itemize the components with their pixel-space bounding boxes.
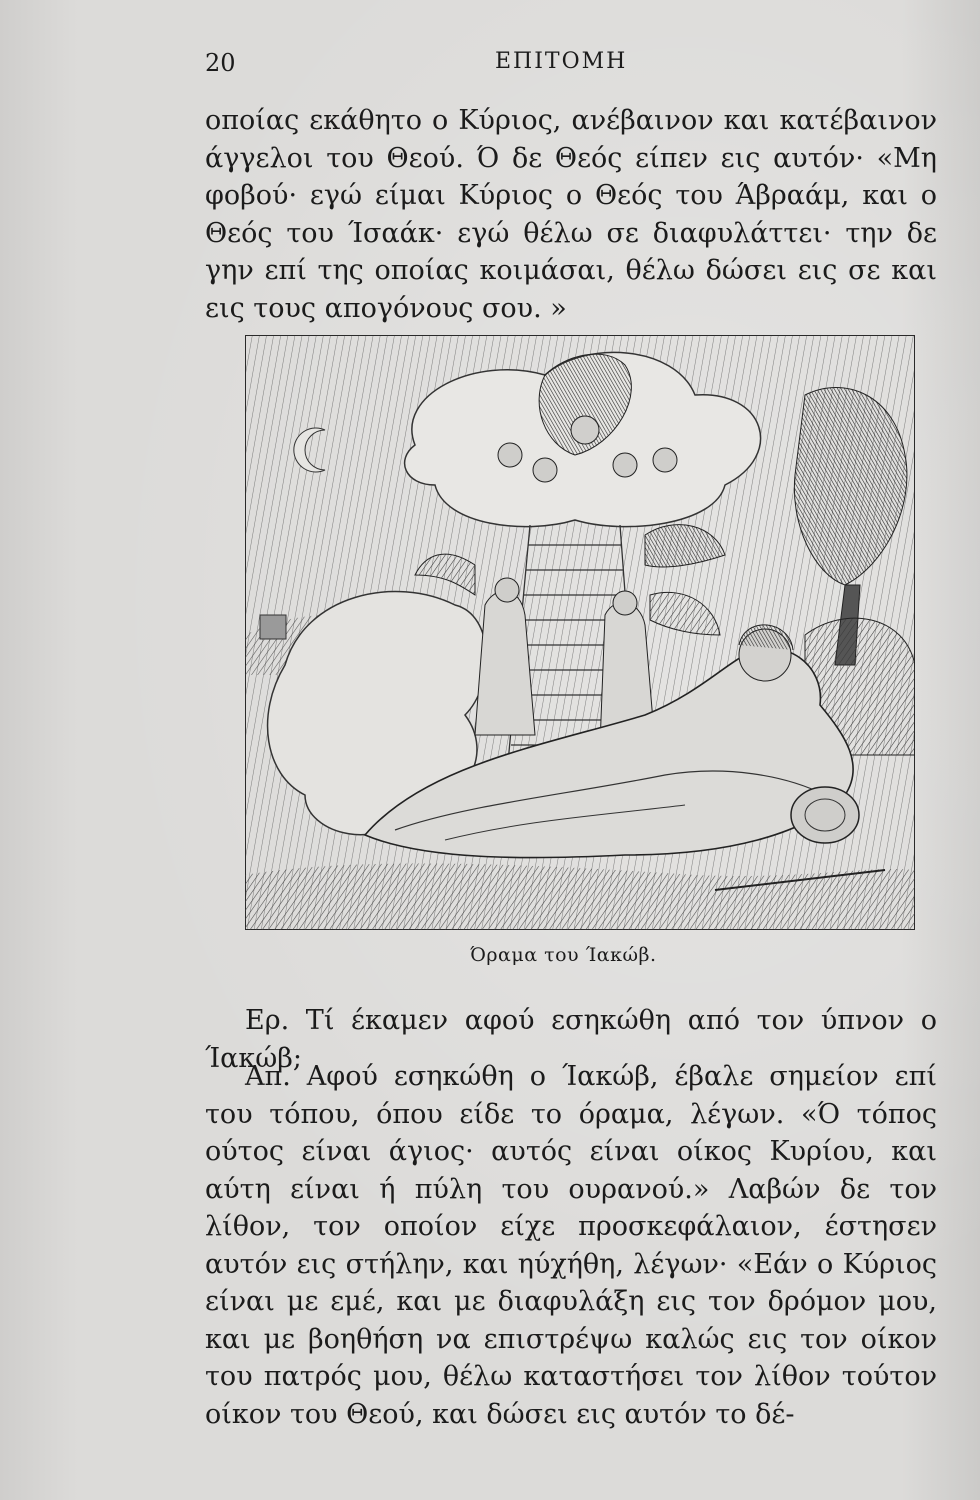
- woodcut-illustration: [245, 335, 915, 930]
- top-paragraph: οποίας εκάθητο ο Κύριος, ανέβαινον και κατέβαινον άγγελοι του Θεού. Ό δε Θεός είπεν εις αυτόν· «Μη φοβού· εγώ είμαι Κύριος ο Θεός του Άβραάμ, και ο Θεός του Ίσαάκ· εγώ θέλω σε διαφυλάττει· την δε γην επί της οποίας κοιμάσαι, θέλω δώσει εις σε και εις τους απογόνους σου. »: [205, 105, 937, 324]
- page-number: 20: [205, 49, 236, 77]
- running-head: ΕΠΙΤΟΜΗ: [495, 49, 628, 74]
- illustration-caption: Όραμα του Ίακώβ.: [470, 944, 657, 966]
- top-paragraph-block: [205, 102, 937, 327]
- question-text: Ερ. Τί έκαμεν αφού εσηκώθη από τον ύπνον ο Ίακώβ;: [205, 1005, 937, 1074]
- illustration-drawing: [245, 335, 915, 930]
- answer-text: Απ. Αφού εσηκώθη ο Ίακώβ, έβαλε σημείον επί του τόπου, όπου είδε το όραμα, λέγων. «Ό τόπος ούτος είναι άγιος· αυτός είναι οίκος Κυρίου, και αύτη είναι ή πύλη του ουρανού.» Λαβών δε τον λίθον, τον οποίον είχε προσκεφάλαιον, έστησεν αυτόν εις στήλην, και ηύχήθη, λέγων· «Εάν ο Κύριος είναι με εμέ, και με διαφυλάξη εις τον δρόμον μου, και με βοηθήση να επιστρέψω καλώς εις τον οίκον του πατρός μου, θέλω καταστήσει τον λίθον τούτον οίκον του Θεού, και δώσει εις αυτόν το δέ-: [205, 1061, 937, 1430]
- answer-block: [205, 1058, 937, 1433]
- page-header: [205, 45, 935, 85]
